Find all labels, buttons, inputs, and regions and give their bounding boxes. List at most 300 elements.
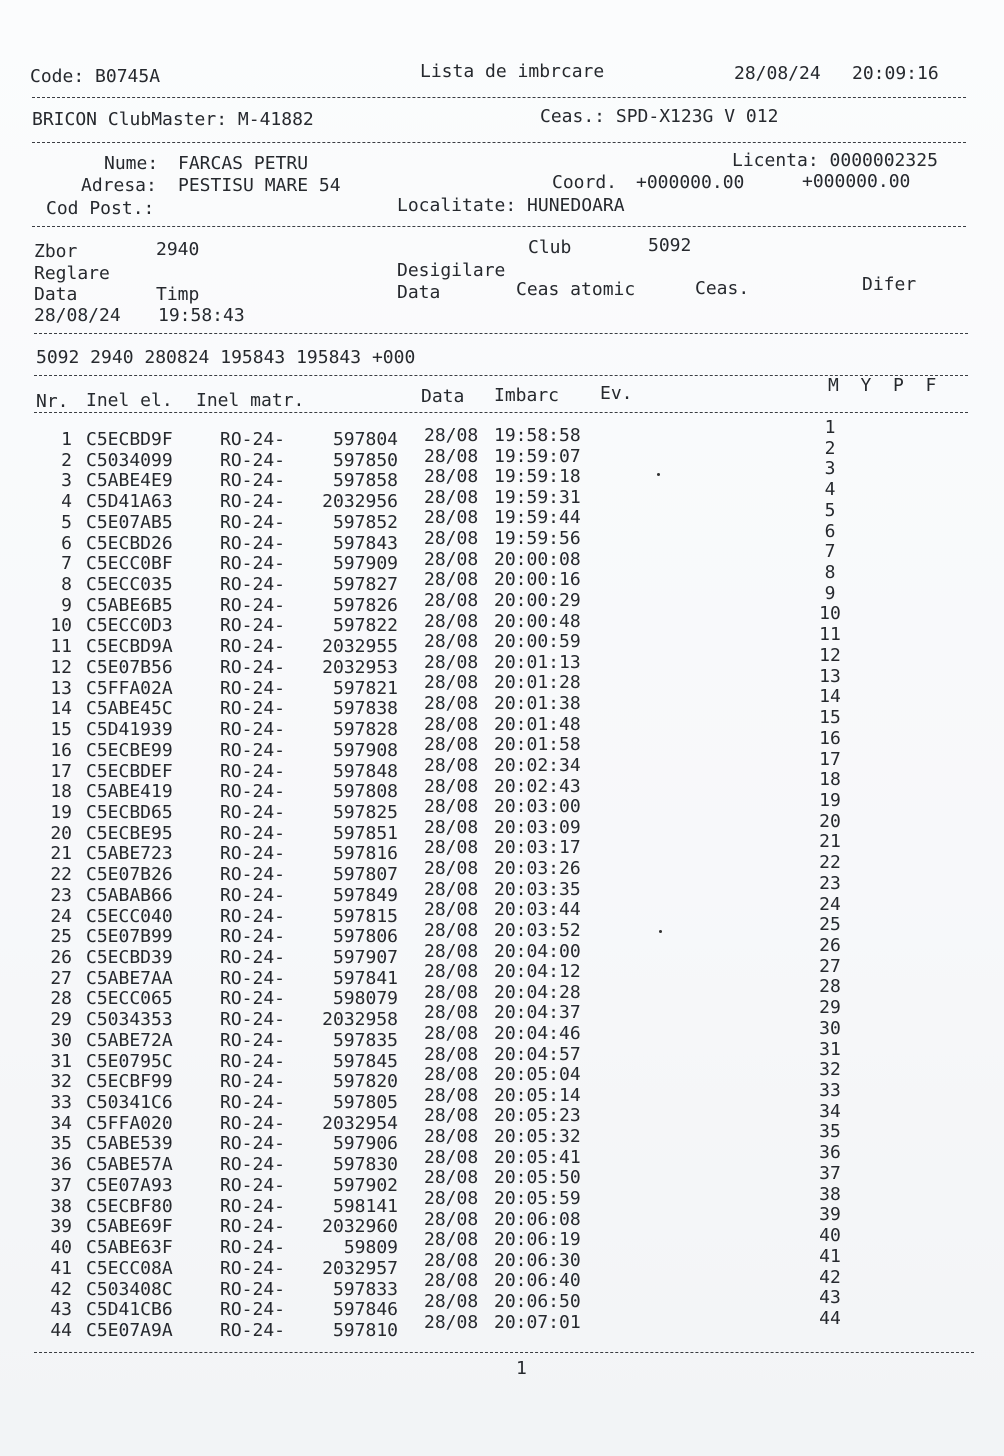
row-number: 10 (50, 615, 72, 637)
position-number: 5 (824, 499, 836, 521)
position-number: 15 (819, 707, 841, 729)
electronic-ring: C5FFA02A (86, 677, 173, 699)
electronic-ring: C5ECBD65 (86, 801, 173, 823)
ring-prefix: RO-24- (220, 1009, 286, 1031)
ring-number: 597909 (332, 553, 398, 575)
ring-prefix: RO-24- (220, 656, 286, 678)
print-speck (659, 930, 662, 933)
ring-number: 597835 (332, 1029, 398, 1051)
position-number: 26 (819, 935, 841, 956)
entry-time: 20:03:35 (494, 878, 581, 900)
ring-number: 597827 (332, 574, 398, 596)
entry-time: 20:04:12 (494, 961, 581, 983)
ring-number: 597822 (332, 615, 398, 637)
entry-date: 28/08 (424, 672, 479, 694)
entry-time: 20:04:00 (494, 940, 581, 962)
position-number: 39 (819, 1204, 841, 1226)
entry-time: 20:05:41 (494, 1146, 581, 1168)
position-number: 37 (819, 1162, 841, 1184)
row-number: 36 (50, 1154, 72, 1176)
col-mypf: M Y P F (828, 375, 937, 396)
ring-prefix: RO-24- (220, 1216, 286, 1238)
entry-date: 28/08 (424, 1105, 479, 1127)
ring-prefix: RO-24- (220, 760, 286, 782)
position-number: 36 (819, 1142, 841, 1164)
row-number: 16 (50, 739, 72, 761)
ring-number: 597907 (332, 947, 398, 968)
entry-date: 28/08 (424, 1270, 479, 1292)
entry-date: 28/08 (424, 878, 479, 900)
entry-time: 20:04:37 (494, 1002, 581, 1024)
position-number: 8 (824, 562, 836, 584)
electronic-ring: C5ABE45C (86, 698, 173, 720)
entry-time: 20:07:01 (494, 1311, 581, 1333)
row-number: 23 (50, 884, 72, 906)
flight-number: 2940 (156, 239, 200, 260)
entry-date: 28/08 (424, 1022, 479, 1044)
ring-prefix: RO-24- (220, 801, 286, 823)
position-number: 24 (819, 893, 841, 915)
col-inel-el: Inel el. (86, 390, 173, 411)
ring-number: 597852 (332, 511, 398, 533)
summary-line: 5092 2940 280824 195843 195843 +000 (36, 347, 416, 368)
row-number: 1 (61, 429, 72, 450)
electronic-ring: C5ABE57A (86, 1154, 173, 1176)
ring-prefix: RO-24- (220, 719, 286, 741)
ring-number: 597908 (332, 739, 398, 761)
row-number: 19 (50, 801, 72, 823)
row-number: 17 (50, 760, 72, 782)
setting-label: Reglare (34, 263, 110, 284)
ring-number: 597815 (332, 905, 398, 927)
page-number: 1 (516, 1358, 527, 1379)
electronic-ring: C5E07B99 (86, 926, 173, 948)
ring-prefix: RO-24- (220, 1071, 286, 1093)
col-imbarc: Imbarc (494, 385, 560, 406)
coord-lat: +000000.00 (636, 172, 745, 193)
ring-number: 597808 (332, 781, 398, 803)
electronic-ring: C5ECBD26 (86, 532, 173, 554)
position-number: 44 (819, 1307, 841, 1329)
entry-time: 20:06:08 (494, 1208, 581, 1230)
setting-time: 19:58:43 (158, 305, 245, 326)
entry-time: 20:00:29 (494, 589, 581, 611)
entry-date: 28/08 (424, 919, 479, 941)
row-number: 30 (50, 1029, 72, 1051)
row-number: 44 (50, 1319, 72, 1341)
position-number: 28 (819, 976, 841, 998)
entry-date: 28/08 (424, 858, 479, 880)
electronic-ring: C5ECC040 (86, 905, 173, 927)
flight-label: Zbor (34, 241, 78, 262)
position-number: 30 (819, 1017, 841, 1039)
print-speck (657, 473, 660, 476)
row-number: 5 (61, 511, 72, 533)
row-number: 39 (50, 1216, 72, 1238)
entry-date: 28/08 (424, 816, 479, 838)
entry-date: 28/08 (424, 610, 479, 632)
entry-date: 28/08 (424, 486, 479, 508)
electronic-ring: C5ECC065 (86, 988, 173, 1010)
row-number: 18 (50, 781, 72, 803)
ring-number: 598079 (332, 988, 398, 1010)
ring-prefix: RO-24- (220, 1154, 286, 1176)
print-date: 28/08/24 (734, 63, 821, 84)
ring-prefix: RO-24- (220, 615, 286, 637)
owner-name: FARCAS PETRU (178, 153, 309, 174)
entry-date: 28/08 (424, 1229, 479, 1251)
document-title: Lista de imbrcare (420, 61, 605, 82)
ring-number: 597850 (332, 449, 398, 471)
electronic-ring: C5ABE4E9 (86, 470, 173, 492)
position-number: 21 (819, 831, 841, 853)
electronic-ring: C5ABE69F (86, 1216, 173, 1238)
ring-number: 597828 (332, 719, 398, 741)
position-number: 3 (824, 458, 836, 480)
row-number: 4 (61, 491, 72, 513)
ring-prefix: RO-24- (220, 843, 286, 865)
postcode-label: Cod Post.: (46, 198, 155, 219)
electronic-ring: C503408C (86, 1278, 173, 1300)
ring-number: 597841 (332, 967, 398, 989)
position-number: 11 (819, 624, 841, 646)
electronic-ring: C5ECBE95 (86, 822, 173, 844)
entry-date: 28/08 (424, 1187, 479, 1209)
position-number: 17 (819, 748, 841, 770)
ring-number: 597849 (332, 884, 398, 906)
ring-prefix: RO-24- (220, 1195, 286, 1217)
row-number: 14 (50, 698, 72, 720)
ring-prefix: RO-24- (220, 1299, 286, 1321)
electronic-ring: C5E07B26 (86, 864, 173, 886)
ring-number: 2032953 (322, 656, 398, 678)
electronic-ring: C5ABE6B5 (86, 594, 173, 616)
entry-time: 19:59:56 (494, 528, 581, 550)
position-number: 29 (819, 997, 841, 1019)
entry-time: 20:05:23 (494, 1105, 581, 1127)
divider (32, 97, 966, 98)
electronic-ring: C5E07A9A (86, 1319, 173, 1341)
ring-number: 2032954 (322, 1112, 398, 1134)
entry-time: 20:05:04 (494, 1064, 581, 1086)
entry-time: 20:05:50 (494, 1167, 581, 1189)
club-number: 5092 (648, 235, 692, 256)
entry-time: 20:01:28 (494, 672, 581, 694)
entry-time: 20:00:48 (494, 610, 581, 632)
ring-prefix: RO-24- (220, 1237, 286, 1259)
electronic-ring: C5ECBD9A (86, 636, 173, 658)
coord-label: Coord. (552, 172, 618, 193)
row-number: 24 (50, 905, 72, 927)
entry-date: 28/08 (424, 1167, 479, 1189)
electronic-ring: C5ABE72A (86, 1029, 173, 1051)
entry-time: 20:05:14 (494, 1084, 581, 1106)
position-number: 38 (819, 1183, 841, 1205)
entry-time: 20:06:40 (494, 1270, 581, 1292)
entry-date: 28/08 (424, 1291, 479, 1313)
ring-prefix: RO-24- (220, 1112, 286, 1134)
ring-number: 597820 (332, 1071, 398, 1093)
row-number: 32 (50, 1071, 72, 1093)
position-number: 19 (819, 789, 841, 811)
club-label: Club (528, 237, 572, 258)
electronic-ring: C5ABE723 (86, 843, 173, 865)
coord-lon: +000000.00 (802, 171, 911, 192)
ring-prefix: RO-24- (220, 677, 286, 699)
ring-prefix: RO-24- (220, 698, 286, 720)
electronic-ring: C5D41939 (86, 719, 173, 741)
locality: Localitate: HUNEDOARA (397, 195, 625, 216)
entry-date: 28/08 (424, 425, 479, 446)
entry-date: 28/08 (424, 548, 479, 570)
electronic-ring: C5ABAB66 (86, 884, 173, 906)
row-number: 33 (50, 1092, 72, 1114)
entry-date: 28/08 (424, 1126, 479, 1148)
entry-date: 28/08 (424, 693, 479, 715)
electronic-ring: C5034099 (86, 449, 173, 471)
row-number: 29 (50, 1009, 72, 1031)
entry-time: 20:02:34 (494, 754, 581, 776)
entry-time: 20:06:19 (494, 1229, 581, 1251)
ring-number: 597858 (332, 470, 398, 492)
electronic-ring: C5034353 (86, 1009, 173, 1031)
position-number: 4 (824, 479, 836, 501)
difference-label: Difer (862, 274, 917, 295)
position-number: 43 (819, 1287, 841, 1309)
ring-number: 597838 (332, 698, 398, 720)
entry-date: 28/08 (424, 1208, 479, 1230)
ring-prefix: RO-24- (220, 574, 286, 596)
entry-time: 20:06:50 (494, 1291, 581, 1313)
electronic-ring: C5ECBD9F (86, 429, 173, 450)
electronic-ring: C5E07AB5 (86, 511, 173, 533)
ring-prefix: RO-24- (220, 1092, 286, 1114)
entry-time: 20:01:38 (494, 693, 581, 715)
unseal-label: Desigilare (397, 260, 506, 281)
electronic-ring: C5ECC0D3 (86, 615, 173, 637)
ring-prefix: RO-24- (220, 429, 286, 450)
date-label: Data (34, 284, 78, 305)
position-number: 23 (819, 872, 841, 894)
ring-prefix: RO-24- (220, 491, 286, 513)
ring-prefix: RO-24- (220, 988, 286, 1010)
electronic-ring: C5ECBE99 (86, 739, 173, 761)
electronic-ring: C5ECBF80 (86, 1195, 173, 1217)
code-label: Code: B0745A (30, 66, 161, 87)
entry-time: 19:59:18 (494, 466, 581, 488)
entry-time: 20:01:13 (494, 651, 581, 673)
electronic-ring: C5D41A63 (86, 491, 173, 513)
position-number: 12 (819, 644, 841, 666)
electronic-ring: C5ECC08A (86, 1257, 173, 1279)
position-number: 22 (819, 852, 841, 874)
ring-number: 2032956 (322, 491, 398, 513)
row-number: 40 (50, 1237, 72, 1259)
ring-prefix: RO-24- (220, 739, 286, 761)
ring-number: 597826 (332, 594, 398, 616)
ring-number: 597851 (332, 822, 398, 844)
entry-time: 20:00:16 (494, 569, 581, 591)
ring-number: 2032958 (322, 1009, 398, 1031)
entry-date: 28/08 (424, 734, 479, 756)
address-label: Adresa: (81, 175, 157, 196)
ring-prefix: RO-24- (220, 1278, 286, 1300)
entry-time: 20:02:43 (494, 775, 581, 797)
clock-label: Ceas. (695, 278, 750, 299)
entry-date: 28/08 (424, 754, 479, 776)
row-number: 12 (50, 656, 72, 678)
ring-prefix: RO-24- (220, 1133, 286, 1155)
ring-number: 597805 (332, 1092, 398, 1114)
position-number: 31 (819, 1038, 841, 1060)
col-nr: Nr. (36, 391, 69, 412)
entry-date: 28/08 (424, 589, 479, 611)
ring-number: 597845 (332, 1050, 398, 1072)
col-data: Data (421, 386, 465, 407)
ring-prefix: RO-24- (220, 636, 286, 658)
entry-date: 28/08 (424, 569, 479, 591)
row-number: 27 (50, 967, 72, 989)
entry-time: 19:59:44 (494, 507, 581, 529)
row-number: 25 (50, 926, 72, 948)
ring-number: 597821 (332, 677, 398, 699)
ring-prefix: RO-24- (220, 947, 286, 968)
row-number: 21 (50, 843, 72, 865)
electronic-ring: C5ECBD39 (86, 947, 173, 968)
ring-number: 597816 (332, 843, 398, 865)
electronic-ring: C5ECC0BF (86, 553, 173, 575)
ring-number: 2032955 (322, 636, 398, 658)
entry-date: 28/08 (424, 713, 479, 735)
row-number: 11 (50, 636, 72, 658)
ring-number: 597830 (332, 1154, 398, 1176)
ring-number: 597848 (332, 760, 398, 782)
ring-prefix: RO-24- (220, 1029, 286, 1051)
ring-prefix: RO-24- (220, 449, 286, 471)
electronic-ring: C5ECBDEF (86, 760, 173, 782)
ring-prefix: RO-24- (220, 1174, 286, 1196)
ring-prefix: RO-24- (220, 470, 286, 492)
ring-number: 597807 (332, 864, 398, 886)
entry-time: 20:00:08 (494, 548, 581, 570)
position-number: 2 (824, 437, 836, 459)
ring-prefix: RO-24- (220, 1319, 286, 1341)
position-number: 34 (819, 1100, 841, 1122)
entry-date: 28/08 (424, 940, 479, 962)
entry-time: 20:04:57 (494, 1043, 581, 1065)
position-number: 25 (819, 914, 841, 936)
ring-prefix: RO-24- (220, 553, 286, 575)
entry-date: 28/08 (424, 445, 479, 467)
entry-time: 19:59:31 (494, 486, 581, 508)
entry-date: 28/08 (424, 631, 479, 653)
entry-date: 28/08 (424, 528, 479, 550)
position-number: 41 (819, 1245, 841, 1267)
position-number: 18 (819, 769, 841, 791)
row-number: 41 (50, 1257, 72, 1279)
entry-time: 20:03:52 (494, 919, 581, 941)
row-number: 3 (61, 470, 72, 492)
electronic-ring: C5ABE7AA (86, 967, 173, 989)
row-number: 6 (61, 532, 72, 554)
entry-time: 20:03:09 (494, 816, 581, 838)
electronic-ring: C5E07B56 (86, 656, 173, 678)
ring-prefix: RO-24- (220, 926, 286, 948)
entry-date: 28/08 (424, 1146, 479, 1168)
ring-prefix: RO-24- (220, 822, 286, 844)
position-number: 33 (819, 1080, 841, 1102)
license: Licenta: 0000002325 (732, 150, 938, 171)
ring-prefix: RO-24- (220, 1257, 286, 1279)
ring-number: 597806 (332, 926, 398, 948)
electronic-ring: C5FFA020 (86, 1112, 173, 1134)
ring-number: 597906 (332, 1133, 398, 1155)
entry-time: 19:59:07 (494, 445, 581, 467)
row-number: 42 (50, 1278, 72, 1300)
entry-date: 28/08 (424, 507, 479, 529)
entry-time: 20:00:59 (494, 631, 581, 653)
atomic-clock-label: Ceas atomic (516, 279, 636, 300)
entry-time: 20:03:00 (494, 796, 581, 818)
divider (32, 142, 966, 143)
row-number: 15 (50, 719, 72, 741)
ring-prefix: RO-24- (220, 905, 286, 927)
electronic-ring: C5E07A93 (86, 1174, 173, 1196)
position-number: 16 (819, 727, 841, 749)
position-number: 6 (824, 520, 836, 542)
row-number: 43 (50, 1299, 72, 1321)
ring-number: 598141 (332, 1195, 398, 1217)
entry-time: 20:05:59 (494, 1187, 581, 1209)
position-number: 35 (819, 1121, 841, 1143)
divider (34, 333, 968, 334)
time-label: Timp (156, 284, 200, 305)
divider (34, 412, 968, 413)
ring-prefix: RO-24- (220, 884, 286, 906)
entry-date: 28/08 (424, 651, 479, 673)
name-label: Nume: (104, 153, 159, 174)
entry-time: 20:04:46 (494, 1022, 581, 1044)
row-number: 9 (61, 594, 72, 616)
electronic-ring: C5ABE63F (86, 1237, 173, 1259)
clock-id: Ceas.: SPD-X123G V 012 (540, 106, 779, 127)
ring-number: 597833 (332, 1278, 398, 1300)
ring-prefix: RO-24- (220, 967, 286, 989)
col-inel-matr: Inel matr. (196, 390, 305, 411)
electronic-ring: C5D41CB6 (86, 1299, 173, 1321)
ring-number: 2032960 (322, 1216, 398, 1238)
entry-date: 28/08 (424, 1064, 479, 1086)
entry-time: 20:04:28 (494, 981, 581, 1003)
ring-number: 59809 (343, 1237, 398, 1259)
entry-time: 20:06:30 (494, 1249, 581, 1271)
entry-date: 28/08 (424, 796, 479, 818)
electronic-ring: C5ABE419 (86, 781, 173, 803)
entry-date: 28/08 (424, 837, 479, 859)
row-number: 20 (50, 822, 72, 844)
entry-date: 28/08 (424, 1311, 479, 1333)
entry-date: 28/08 (424, 1249, 479, 1271)
entry-time: 20:03:26 (494, 858, 581, 880)
entry-date: 28/08 (424, 1002, 479, 1024)
entry-time: 20:03:44 (494, 899, 581, 921)
row-number: 2 (61, 449, 72, 471)
position-number: 32 (819, 1059, 841, 1081)
row-number: 22 (50, 864, 72, 886)
position-number: 1 (824, 417, 836, 438)
entry-time: 19:58:58 (494, 425, 581, 446)
row-number: 13 (50, 677, 72, 699)
